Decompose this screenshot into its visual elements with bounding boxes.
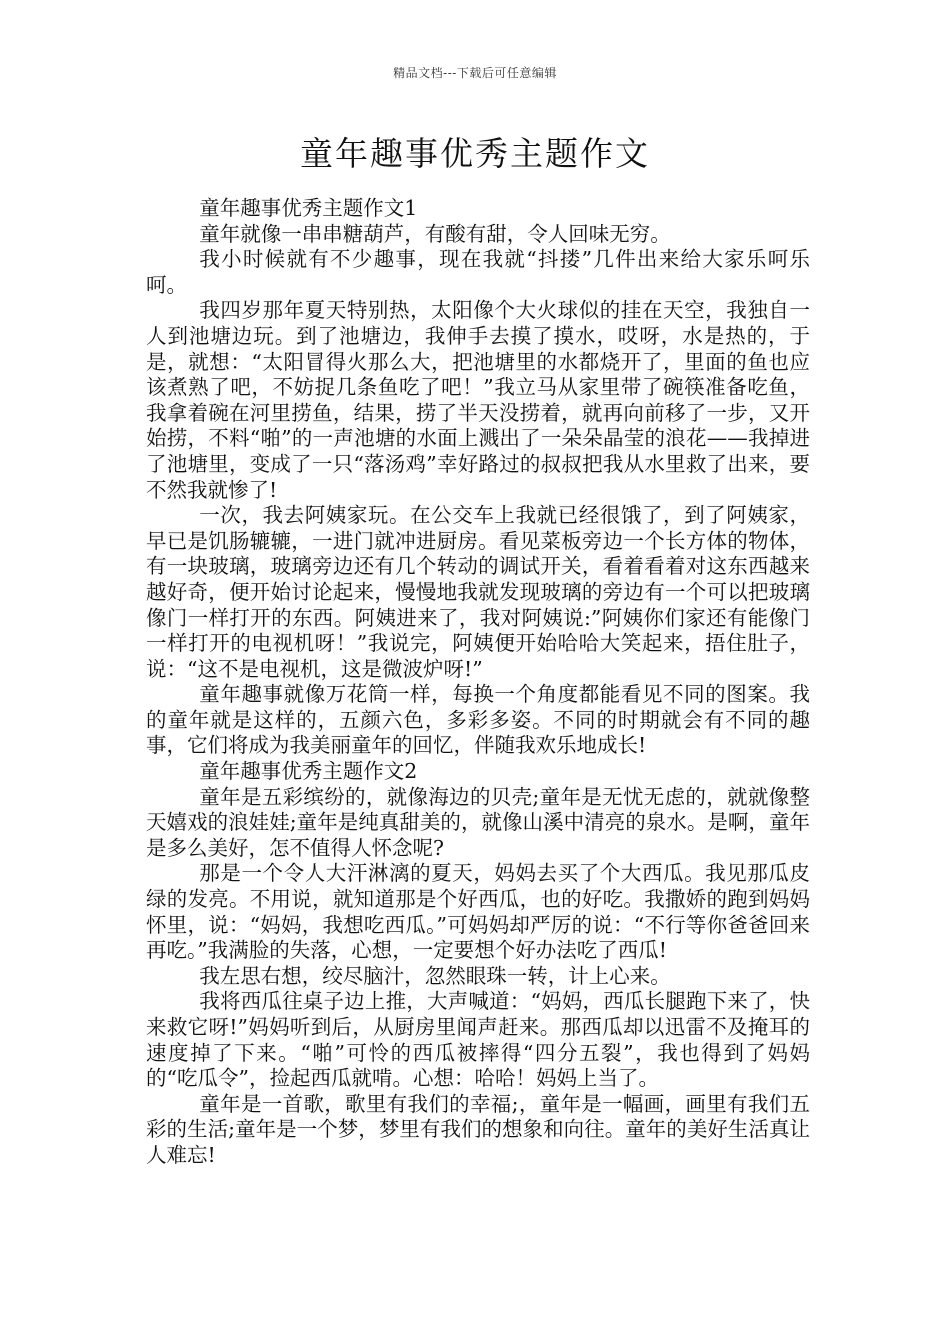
document-body (146, 196, 810, 1169)
section-heading-2: 童年趣事优秀主题作文2 (199, 759, 418, 784)
paragraph: 童年是一首歌，歌里有我们的幸福;，童年是一幅画，画里有我们五彩的生活;童年是一个梦，梦里有我们的想象和向往。童年的美好生活真让人难忘! (146, 1091, 810, 1167)
paragraph: 一次，我去阿姨家玩。在公交车上我就已经很饿了，到了阿姨家，早已是饥肠辘辘，一进门就冲进厨房。看见菜板旁边一个长方体的物体，有一块玻璃，玻璃旁边还有几个转动的调试开关，看着看着对这东西越来越好奇，便开始讨论起来，慢慢地我就发现玻璃的旁边有一个可以把玻璃像门一样打开的东西。阿姨进来了，我对阿姨说:”阿姨你们家还有能像门一样打开的电视机呀！”我说完，阿姨便开始哈哈大笑起来，捂住肚子，说：“这不是电视机，这是微波炉呀!” (146, 503, 810, 681)
document-title: 童年趣事优秀主题作文 (300, 134, 650, 173)
section-heading-1: 童年趣事优秀主题作文1 (199, 196, 418, 220)
paragraph: 我四岁那年夏天特别热，太阳像个大火球似的挂在天空，我独自一人到池塘边玩。到了池塘边，我伸手去摸了摸水，哎呀，水是热的，于是，就想：“太阳冒得火那么大，把池塘里的水都烧开了，里面的鱼也应该煮熟了吧，不妨捉几条鱼吃了吧！”我立马从家里带了碗筷准备吃鱼，我拿着碗在河里捞鱼，结果，捞了半天没捞着，就再向前移了一步，又开始捞，不料“啪”的一声池塘的水面上溅出了一朵朵晶莹的浪花——我掉进了池塘里，变成了一只“落汤鸡”幸好路过的叔叔把我从水里救了出来，要不然我就惨了! (146, 298, 810, 502)
paragraph: 我将西瓜往桌子边上推，大声喊道：“妈妈，西瓜长腿跑下来了，快来救它呀!”妈妈听到后，从厨房里闻声赶来。那西瓜却以迅雷不及掩耳的速度掉了下来。“啪”可怜的西瓜被摔得“四分五裂”，我也得到了妈妈的“吃瓜令”，捡起西瓜就啃。心想：哈哈！妈妈上当了。 (146, 989, 810, 1091)
header-note: 精品文档---下载后可任意编辑 (393, 66, 557, 80)
paragraph: 童年就像一串串糖葫芦，有酸有甜，令人回味无穷。 (199, 221, 671, 246)
paragraph: 童年趣事就像万花筒一样，每换一个角度都能看见不同的图案。我的童年就是这样的，五颜六色，多彩多姿。不同的时期就会有不同的趣事，它们将成为我美丽童年的回忆，伴随我欢乐地成长! (146, 682, 810, 758)
paragraph: 童年是五彩缤纷的，就像海边的贝壳;童年是无忧无虑的，就就像整天嬉戏的浪娃娃;童年是纯真甜美的，就像山溪中清亮的泉水。是啊，童年是多么美好，怎不值得人怀念呢? (146, 784, 810, 860)
paragraph: 那是一个令人大汗淋漓的夏天，妈妈去买了个大西瓜。我见那瓜皮绿的发亮。不用说，就知道那是个好西瓜，也的好吃。我撒娇的跑到妈妈怀里，说：“妈妈，我想吃西瓜。”可妈妈却严厉的说：“不行等你爸爸回来再吃。”我满脸的失落，心想，一定要想个好办法吃了西瓜! (146, 861, 810, 963)
paragraph: 我小时候就有不少趣事，现在我就“抖搂”几件出来给大家乐呵乐呵。 (146, 247, 810, 297)
paragraph: 我左思右想，绞尽脑汁，忽然眼珠一转，计上心来。 (199, 963, 671, 988)
